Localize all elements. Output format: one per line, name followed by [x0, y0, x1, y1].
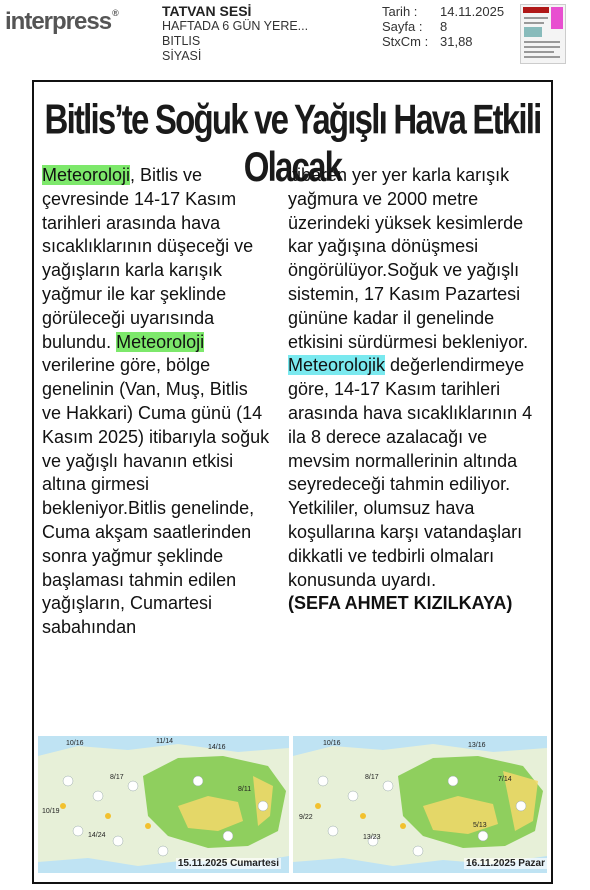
column-2-text: [288, 164, 550, 497]
weather-map-saturday: [38, 736, 289, 873]
map-temperature: 13/16: [468, 742, 486, 749]
meta-label: Tarih :: [382, 4, 418, 19]
map-temperature: 8/17: [365, 774, 379, 781]
publication-city: BITLIS: [162, 34, 201, 48]
page-thumbnail[interactable]: [520, 4, 566, 64]
publication-info: [162, 4, 308, 64]
interpress-logo: interpress®: [5, 8, 118, 35]
map-date-label: 16.11.2025 Pazar: [466, 858, 545, 869]
map-temperature: 11/14: [156, 738, 173, 745]
registered-mark: ®: [112, 8, 118, 18]
thumb-line: [524, 56, 560, 58]
weather-maps: [38, 736, 547, 873]
body-text: itibaren yer yer karla karışık yağmura ve 2000 metre üzerindeki yüksek kesimlerde kar yağışına dönüşmesi öngörülüyor.Soğuk ve yağışlı sistemin, 17 Kasım Pazartesi gününe kadar il genelinde etkisini sürdürmesi bekleniyor.: [288, 165, 529, 352]
article-clip: [32, 80, 553, 884]
closing-paragraph: Yetkililer, olumsuz hava koşullarına karşı vatandaşları dikkatli ve tedbirli olmaları konusunda uyardı.: [288, 498, 523, 590]
map-temperature: 14/24: [88, 832, 106, 839]
thumb-masthead: [523, 7, 549, 13]
thumb-line: [524, 17, 548, 19]
meta-value: 31,88: [440, 34, 473, 49]
article-headline: Bitlis’te Soğuk ve Yağışlı Hava Etkili Olacak: [44, 96, 541, 190]
map-temperature: 10/19: [42, 808, 60, 815]
map-temperature: 7/14: [498, 776, 512, 783]
thumb-line: [524, 22, 544, 24]
meta-value: 8: [440, 19, 448, 34]
meta-page-row: [382, 19, 504, 34]
publication-frequency: HAFTADA 6 GÜN YERE...: [162, 19, 309, 33]
author-byline: (SEFA AHMET KIZILKAYA): [288, 593, 513, 614]
weather-map-sunday: [293, 736, 547, 873]
map-graphic: [293, 736, 547, 873]
article-column-1: [42, 164, 270, 640]
column-1-text: [42, 164, 270, 640]
map-temperature: 13/23: [363, 834, 381, 841]
thumb-highlight: [551, 7, 563, 29]
thumb-line: [524, 46, 560, 48]
highlighted-keyword: Meteorolojik: [288, 355, 386, 376]
thumb-line: [524, 41, 560, 43]
map-temperature: 10/16: [323, 740, 341, 747]
map-graphic: [38, 736, 289, 873]
publication-name: TATVAN SESİ: [162, 3, 252, 19]
map-temperature: 9/22: [299, 814, 313, 821]
meta-value: 14.11.2025: [440, 4, 505, 19]
body-text: , Bitlis ve çevresinde 14-17 Kasım tarihleri arasında hava sıcaklıklarının düşeceği ve yağışların karla karışık yağmur ile kar şeklinde görüleceği uyarısında bulundu.: [42, 165, 254, 352]
meta-date-row: [382, 4, 504, 19]
meta-label: Sayfa :: [382, 19, 423, 34]
map-date-label: 15.11.2025 Cumartesi: [177, 858, 279, 869]
clip-meta: [382, 4, 504, 49]
publication-section: SİYASİ: [162, 49, 202, 63]
article-column-2: [288, 164, 550, 616]
thumb-image: [524, 27, 542, 37]
map-temperature: 10/16: [66, 740, 84, 747]
thumb-line: [524, 51, 554, 53]
body-text: değerlendirmeye göre, 14-17 Kasım tarihleri arasında hava sıcaklıklarının 4 ila 8 derece azalacağı ve mevsim normallerinin altında seyredeceği tahmin ediliyor.: [288, 355, 533, 495]
meta-stxcm-row: [382, 34, 504, 49]
highlighted-keyword: Meteoroloji: [116, 331, 205, 352]
map-temperature: 8/17: [110, 774, 124, 781]
map-temperature: 5/13: [473, 822, 487, 829]
highlighted-keyword: Meteoroloji: [42, 165, 131, 185]
meta-label: StxCm :: [382, 34, 429, 49]
map-temperature: 14/16: [208, 744, 226, 751]
map-temperature: 8/11: [238, 786, 252, 793]
body-text: verilerine göre, bölge genelinin (Van, Muş, Bitlis ve Hakkari) Cuma günü (14 Kasım 2025) itibarıyla soğuk ve yağışlı havanın etkisi altına girmesi bekleniyor.Bitlis genelinde, Cuma akşam saatlerinden sonra yağmur şeklinde başlaması tahmin edilen yağışların, Cumartesi sabahından: [42, 355, 270, 638]
